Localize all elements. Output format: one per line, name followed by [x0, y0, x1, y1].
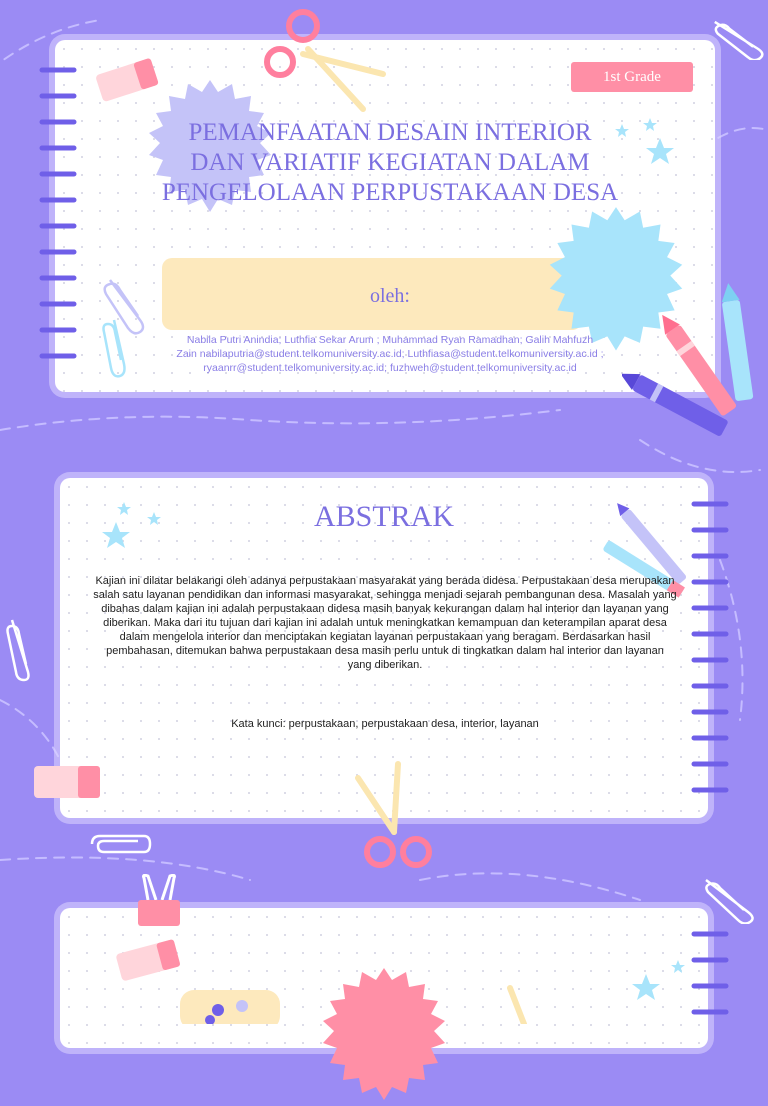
author-line: Zain nabilaputria@student.telkomuniversity.ac.id; Luthfiasa@student.telkomuniversity.ac.id ;: [176, 348, 604, 360]
cover-title: PEMANFAATAN DESAIN INTERIOR DAN VARIATIF KEGIATAN DALAM PENGELOLAAN PERPUSTAKAAN DESA: [161, 119, 619, 206]
eraser-icon: [30, 760, 105, 806]
abstract-heading: ABSTRAK: [313, 500, 455, 533]
author-line: ryaanrr@student.telkomuniversity.ac.id; fuzhweh@student.telkomuniversity.ac.id: [203, 362, 577, 374]
grade-badge: 1st Grade: [571, 62, 693, 92]
paperclip-icon: [700, 872, 760, 924]
star-icon: [626, 956, 696, 1006]
paperclip-icon: [708, 10, 768, 60]
binder-ring-icon: [38, 62, 78, 372]
crayon-icon: [622, 280, 768, 440]
abstract-keywords: Kata kunci: perpustakaan, perpustakaan desa, interior, layanan: [231, 718, 539, 730]
binder-ring-icon: [690, 926, 730, 1024]
paperclip-icon: [4, 616, 40, 682]
author-by-label: oleh:: [370, 285, 410, 307]
abstract-body: Kajian ini dilatar belakangi oleh adanya perpustakaan masyarakat yang berada didesa. Perpustakaan desa merupakan salah satu layanan pendidikan dan informasi masyarakat, sehingga menjadi sejarah pembangunan desa. Masalah yang dibahas dalam kajian ini adalah perpustakaan didesa masih banyak kekurangan dalam hal interior dan layanan yang diberikan. Maka dari itu tujuan dari kajian ini adalah untuk meningkatkan kemampuan dan keterampilan aparat desa dalam mengelola interior dan menciptakan kegiatan layanan perpustakaan yang beragam. Berdasarkan hasil pembahasan, ditemukan bahwa perpustakaan desa masih perlu untuk di tingkatkan dalam hal interior dan layanan yang diberikan.: [93, 575, 677, 671]
burst-badge-icon: [314, 966, 454, 1106]
palette-icon: [176, 984, 286, 1024]
author-line: Nabila Putri Anindia; Luthfia Sekar Arum ; Muhammad Ryan Ramadhan; Galih Mahfuzh: [186, 334, 594, 346]
scissors-icon: [348, 760, 448, 870]
paperclip-icon: [86, 832, 154, 856]
binder-clip-icon: [134, 874, 184, 930]
author-list: [150, 333, 630, 375]
eraser-icon: [112, 934, 187, 986]
scissors-icon: [500, 984, 540, 1024]
